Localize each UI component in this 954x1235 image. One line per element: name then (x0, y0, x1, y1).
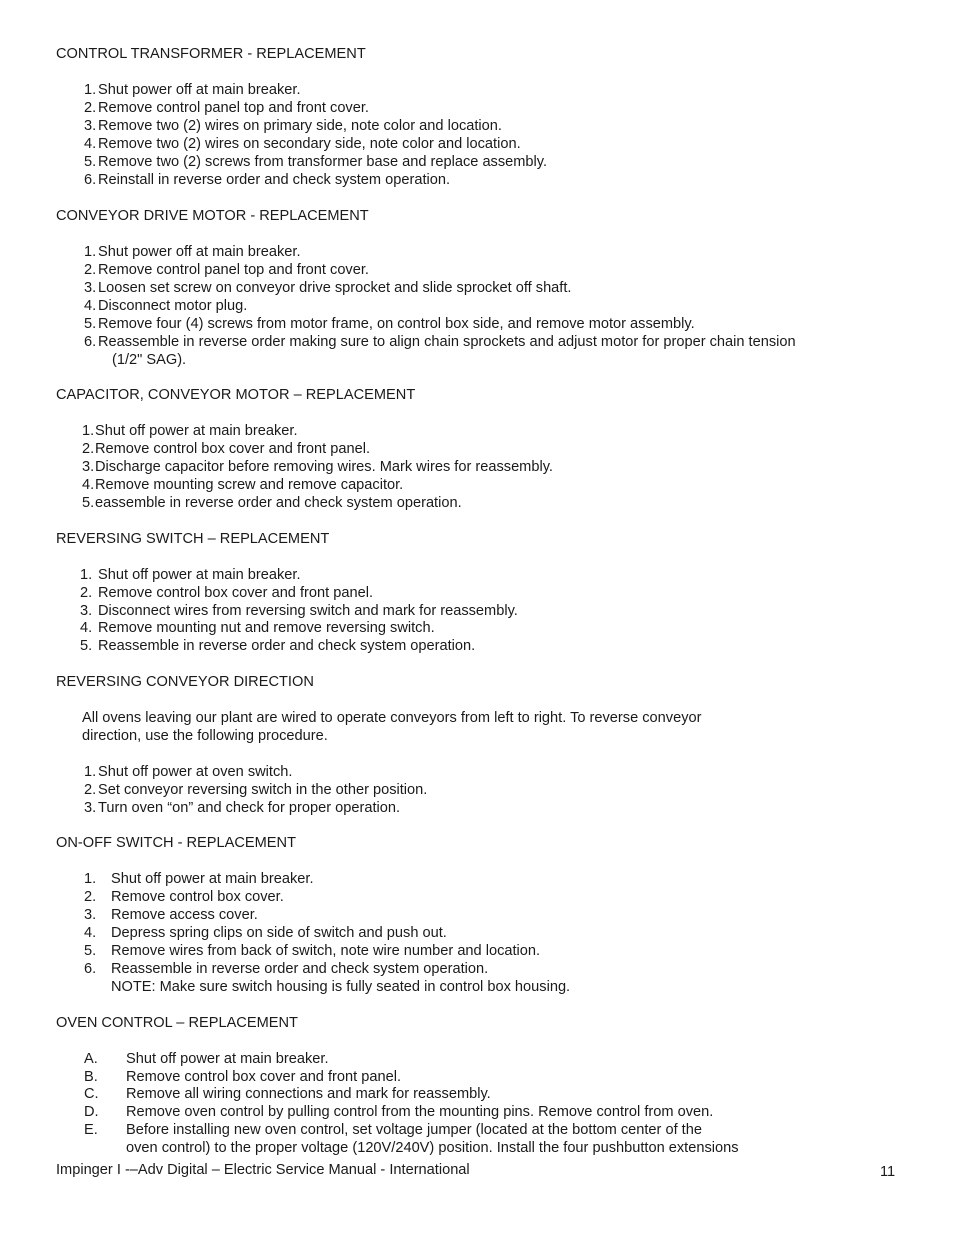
step-marker: A. (84, 1051, 98, 1067)
step-marker: 5. (80, 638, 93, 654)
step-text: Shut power off at main breaker. (98, 82, 301, 98)
step-text: Remove two (2) screws from transformer base and replace assembly. (98, 154, 548, 170)
section-heading: REVERSING CONVEYOR DIRECTION (56, 674, 314, 690)
step-text: Remove mounting nut and remove reversing switch. (98, 620, 435, 636)
step-text: Remove four (4) screws from motor frame, on control box side, and remove motor assembly. (98, 316, 695, 332)
step-note: NOTE: Make sure switch housing is fully seated in control box housing. (111, 979, 571, 995)
step-text: Shut power off at main breaker. (98, 244, 301, 260)
step-marker: 2. (84, 889, 97, 905)
step-marker: 4. (84, 136, 97, 152)
step-marker: 2. (84, 262, 97, 278)
step-text: Shut off power at main breaker. (95, 423, 298, 439)
step-marker: 1. (84, 82, 97, 98)
step-text: Shut off power at oven switch. (98, 764, 293, 780)
step-text: Before installing new oven control, set voltage jumper (located at the bottom center of the (126, 1122, 702, 1138)
section-heading: ON-OFF SWITCH - REPLACEMENT (56, 835, 296, 851)
step-marker: 3. (82, 459, 95, 475)
step-text: Reassemble in reverse order making sure to align chain sprockets and adjust motor for proper chain tension (98, 334, 796, 350)
section-heading: CONTROL TRANSFORMER - REPLACEMENT (56, 46, 366, 62)
step-marker: D. (84, 1104, 99, 1120)
step-marker: 1. (82, 423, 95, 439)
section-heading: REVERSING SWITCH – REPLACEMENT (56, 531, 330, 547)
step-marker: 4. (82, 477, 95, 493)
step-marker: 3. (80, 603, 93, 619)
step-marker: 6. (84, 172, 97, 188)
step-text: Reinstall in reverse order and check system operation. (98, 172, 451, 188)
step-text: Remove control box cover. (111, 889, 284, 905)
step-marker: C. (84, 1086, 99, 1102)
step-marker: B. (84, 1069, 98, 1085)
step-text: Shut off power at main breaker. (111, 871, 314, 887)
step-text: Reassemble in reverse order and check system operation. (98, 638, 476, 654)
step-text: Remove two (2) wires on primary side, note color and location. (98, 118, 502, 134)
step-continuation: (1/2" SAG). (112, 352, 187, 368)
step-text: Remove two (2) wires on secondary side, note color and location. (98, 136, 521, 152)
step-text: Loosen set screw on conveyor drive sprocket and slide sprocket off shaft. (98, 280, 572, 296)
step-text: Turn oven “on” and check for proper operation. (98, 800, 401, 816)
step-text: Remove control box cover and front panel. (95, 441, 371, 457)
step-text: Remove control panel top and front cover. (98, 100, 369, 116)
step-marker: 1. (84, 871, 97, 887)
section-heading: CONVEYOR DRIVE MOTOR - REPLACEMENT (56, 208, 369, 224)
step-marker: 6. (84, 961, 97, 977)
step-marker: 4. (84, 925, 97, 941)
step-marker: 5. (84, 943, 97, 959)
step-text: Remove wires from back of switch, note wire number and location. (111, 943, 541, 959)
step-text: Remove control box cover and front panel. (126, 1069, 402, 1085)
step-text: Remove all wiring connections and mark for reassembly. (126, 1086, 491, 1102)
step-marker: 4. (80, 620, 93, 636)
step-marker: 6. (84, 334, 97, 350)
step-text: Set conveyor reversing switch in the other position. (98, 782, 428, 798)
step-marker: 4. (84, 298, 97, 314)
step-text: Remove mounting screw and remove capacitor. (95, 477, 404, 493)
step-text: Reassemble in reverse order and check system operation. (111, 961, 489, 977)
step-marker: 1. (84, 764, 97, 780)
section-heading: CAPACITOR, CONVEYOR MOTOR – REPLACEMENT (56, 387, 416, 403)
section-heading: OVEN CONTROL – REPLACEMENT (56, 1015, 298, 1031)
step-marker: 1. (80, 567, 93, 583)
step-text: Remove oven control by pulling control from the mounting pins. Remove control from oven. (126, 1104, 714, 1120)
step-marker: 3. (84, 280, 97, 296)
page-number: 11 (880, 1164, 896, 1180)
step-marker: 5. (84, 316, 97, 332)
step-marker: 1. (84, 244, 97, 260)
intro-paragraph: direction, use the following procedure. (82, 728, 328, 744)
step-text: Disconnect motor plug. (98, 298, 248, 314)
step-marker: 3. (84, 800, 97, 816)
step-marker: 3. (84, 118, 97, 134)
step-text: Disconnect wires from reversing switch and mark for reassembly. (98, 603, 518, 619)
step-text: eassemble in reverse order and check system operation. (95, 495, 462, 511)
step-marker: 2. (84, 782, 97, 798)
step-text: Shut off power at main breaker. (126, 1051, 329, 1067)
step-marker: 2. (80, 585, 93, 601)
step-marker: 5. (84, 154, 97, 170)
step-marker: 5. (82, 495, 95, 511)
footer-title: Impinger I -–Adv Digital – Electric Service Manual - International (56, 1162, 470, 1178)
step-text: Remove control box cover and front panel. (98, 585, 374, 601)
step-text: Depress spring clips on side of switch and push out. (111, 925, 447, 941)
intro-paragraph: All ovens leaving our plant are wired to operate conveyors from left to right. To reverse conveyor (82, 710, 702, 726)
step-continuation: oven control) to the proper voltage (120V/240V) position. Install the four pushbutton extensions (126, 1140, 739, 1156)
step-marker: E. (84, 1122, 98, 1138)
step-text: Remove control panel top and front cover. (98, 262, 369, 278)
step-marker: 2. (84, 100, 97, 116)
step-text: Shut off power at main breaker. (98, 567, 301, 583)
step-marker: 2. (82, 441, 95, 457)
step-marker: 3. (84, 907, 97, 923)
step-text: Remove access cover. (111, 907, 258, 923)
step-text: Discharge capacitor before removing wires. Mark wires for reassembly. (95, 459, 553, 475)
